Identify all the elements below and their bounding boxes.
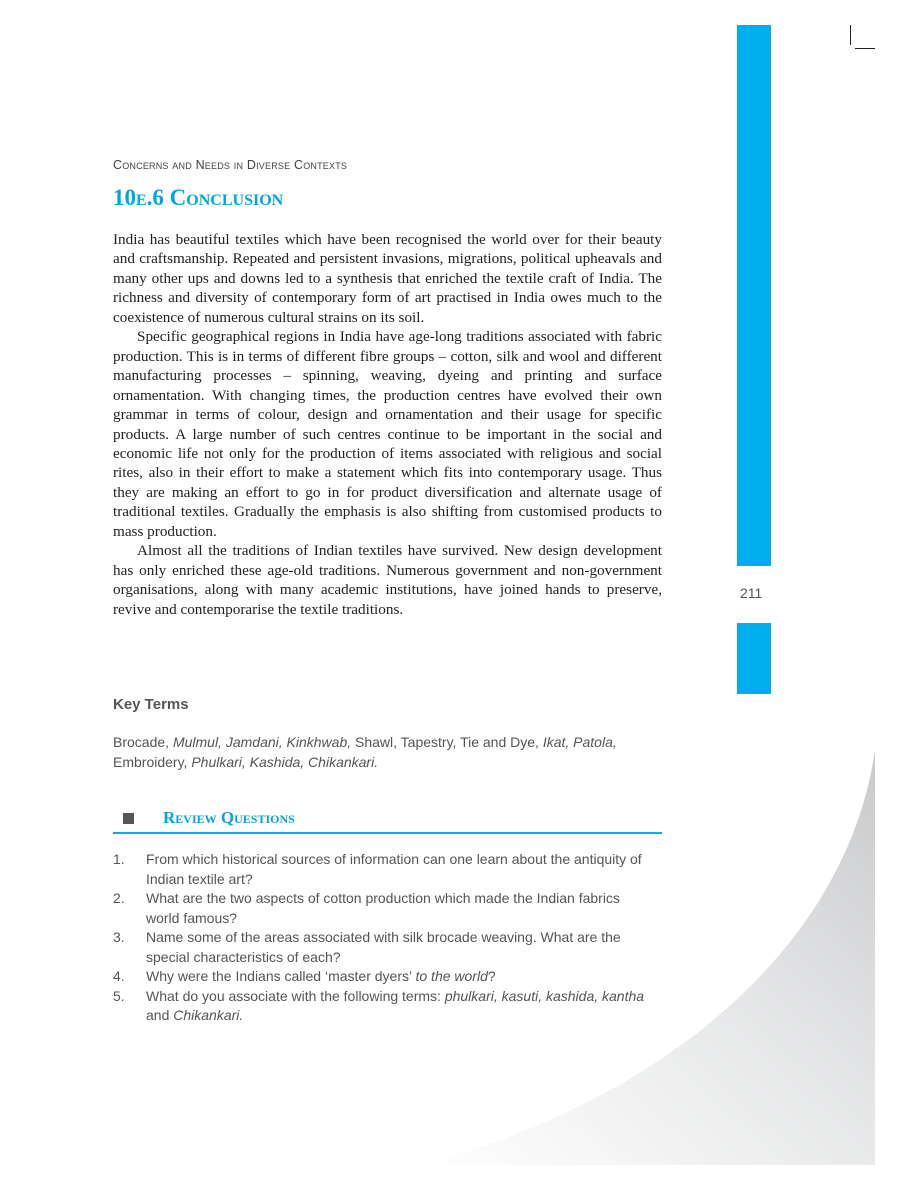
key-term-text: Phulkari, Kashida, Chikankari. [191, 754, 379, 770]
sidebar-accent-bar-top [737, 25, 771, 566]
question-text: Name some of the areas associated with silk brocade weaving. What are the special characteristics of each? [146, 929, 621, 965]
question-text-emphasis: Chikankari. [173, 1007, 244, 1023]
running-head: Concerns and Needs in Diverse Contexts [113, 158, 348, 172]
key-terms-heading: Key Terms [113, 696, 189, 713]
key-term-text: Ikat, Patola, [542, 734, 617, 750]
question-number: 1. [113, 851, 125, 867]
review-bullet-square-icon [123, 813, 134, 824]
list-item [113, 850, 653, 889]
question-text: What do you associate with the following terms: [146, 987, 445, 1004]
question-number: 5. [113, 987, 125, 1004]
question-text: and [146, 1007, 174, 1023]
review-questions-list [113, 850, 653, 1026]
paragraph: Specific geographical regions in India have age-long traditions associated with fabric production. This is in terms of different fibre groups – cotton, silk and wool and different manufacturing processes – spinning, weaving, dyeing and printing and surface ornamentation. With changing times, the production centres have evolved their own grammar in terms of colour, design and ornamentation and their usage for specific products. A large number of such centres continue to be important in the social and economic life not only for the production of items associated with religious and social rites, also in their effort to make a statement which fits into contemporary usage. Thus they are making an effort to go in for product diversification and alternate usage of traditional textiles. Gradually the emphasis is also shifting from customised products to mass production. [113, 328, 662, 540]
key-terms-list [113, 732, 673, 772]
question-number: 4. [113, 968, 125, 984]
section-heading: 10e.6 Conclusion [113, 185, 284, 210]
page-number: 211 [740, 585, 763, 601]
question-text-emphasis: to the world [415, 968, 488, 984]
key-term-text: Brocade, [113, 734, 173, 750]
question-text: Why were the Indians called ‘master dyers’ [146, 968, 416, 984]
question-text: What are the two aspects of cotton production which made the Indian fabrics world famous? [146, 890, 620, 926]
key-term-text: Shawl, Tapestry, Tie and Dye, [351, 734, 543, 750]
paragraph: Almost all the traditions of Indian textiles have survived. New design development has only enriched these age-old traditions. Numerous government and non-government organisations, along with many academic institutions, have joined hands to preserve, revive and contemporarise the textile traditions. [113, 542, 662, 618]
list-item [113, 928, 653, 967]
question-number: 3. [113, 929, 125, 945]
list-item [113, 967, 653, 987]
question-text-emphasis: phulkari, kasuti, kashida, kantha [444, 987, 645, 1004]
key-term-text: Mulmul, Jamdani, Kinkhwab, [172, 734, 352, 750]
review-questions-heading: Review Questions [163, 808, 295, 827]
key-term-text: Embroidery, [113, 754, 192, 770]
question-number: 2. [113, 890, 125, 906]
review-divider [113, 832, 662, 834]
list-item [113, 889, 653, 928]
paragraph: India has beautiful textiles which have been recognised the world over for their beauty and craftsmanship. Repeated and persistent invasions, migrations, political upheavals and many other ups and downs led to a synthesis that enriched the textile craft of India. The richness and diversity of contemporary form of art practised in India owes much to the coexistence of numerous cultural strains on its soil. [113, 231, 662, 326]
question-text: From which historical sources of information can one learn about the antiquity of Indian textile art? [146, 851, 642, 887]
question-text: ? [487, 968, 496, 984]
sidebar-accent-bar-bottom [737, 623, 771, 694]
list-item [113, 987, 653, 1026]
conclusion-body [113, 230, 662, 619]
